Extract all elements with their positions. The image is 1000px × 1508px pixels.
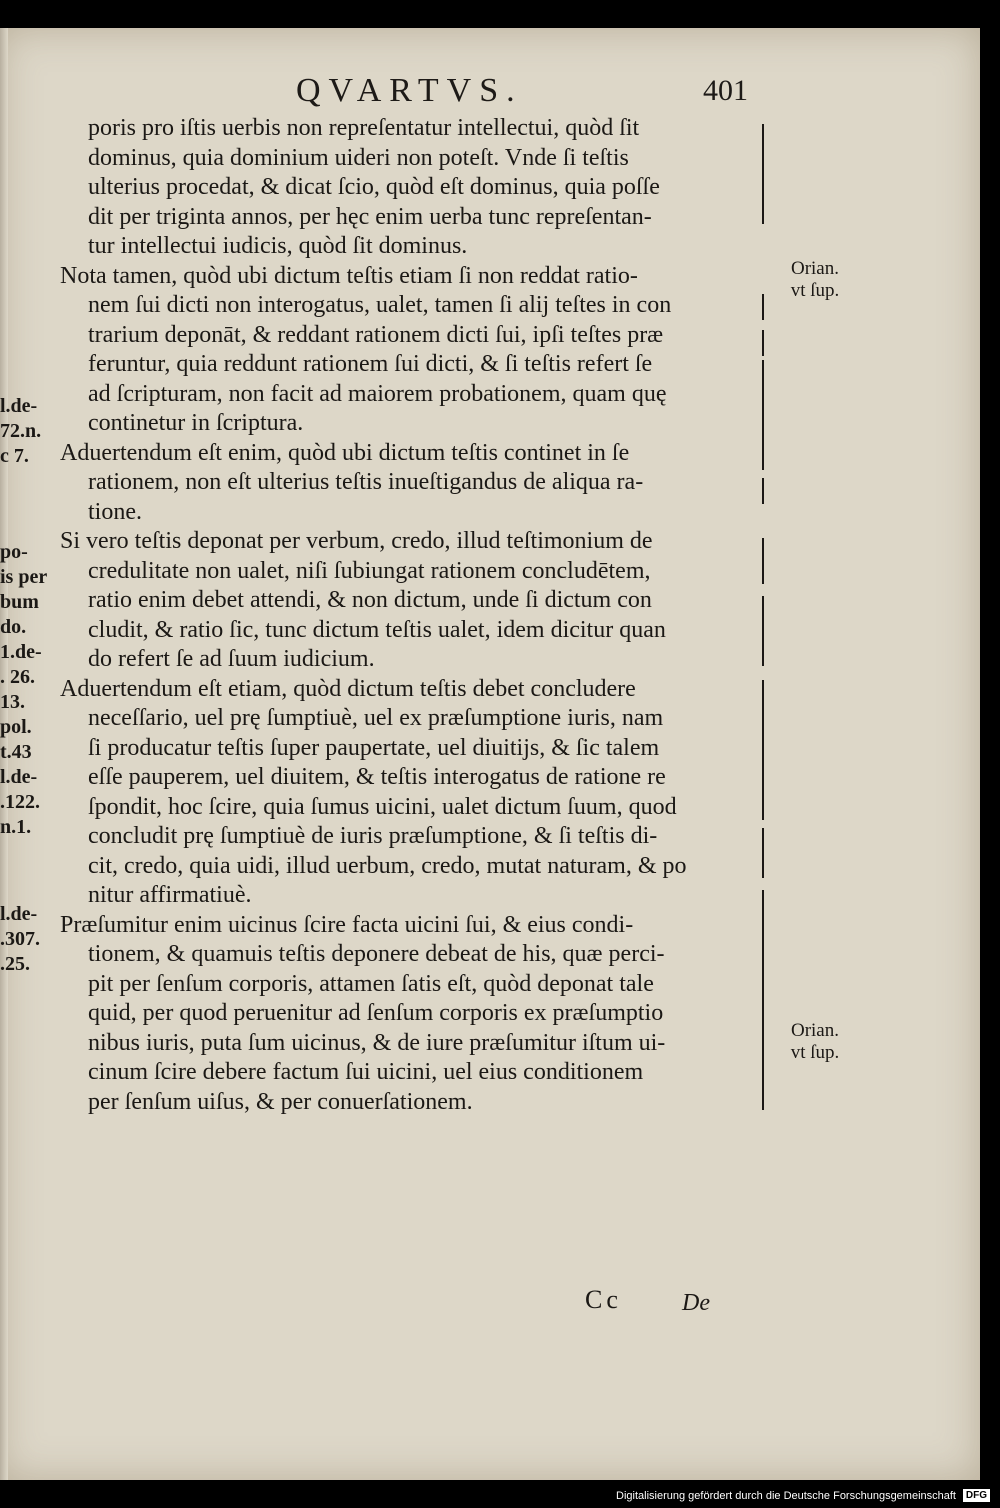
margin-note-line: bum [0,591,39,613]
text-line: feruntur, quia reddunt rationem ſui dicti, & ſi teſtis refert ſe [88,351,653,377]
text-line: credulitate non ualet, niſi ſubiungat rationem concludētem, [88,557,651,584]
margin-bracket [762,360,764,470]
text-line: ratio enim debet attendi, & non dictum, unde ſi dictum con [88,587,652,613]
text-line: do refert ſe ad ſuum iudicium. [88,646,375,672]
running-title: QVARTVS. [296,72,523,109]
text-line: quid, per quod peruenitur ad ſenſum corporis ex præſumptio [88,1000,664,1026]
margin-note-line: vt ſup. [790,280,840,301]
margin-note-line: n.1. [0,816,32,838]
text-line: ad ſcripturam, non facit ad maiorem probationem, quam quę [88,380,667,407]
margin-bracket [762,124,764,224]
catchword: De [682,1290,710,1316]
text-line: ſpondit, hoc ſcire, quia ſumus uicini, ualet dictum ſuum, quod [88,793,677,820]
margin-bracket [762,478,764,504]
text-line: rationem, non eſt ulterius teſtis inueſtigandus de aliqua ra- [88,469,644,495]
margin-note-line: . 26. [0,666,35,688]
text-line: ſi producatur teſtis ſuper paupertate, uel diuitijs, & ſic talem [88,734,660,761]
text-line: eſſe pauperem, uel diuitem, & teſtis interogatus de ratione re [88,764,666,790]
text-line: Aduertendum eſt enim, quòd ubi dictum teſtis continet in ſe [60,439,630,466]
text-line: nem ſui dicti non interogatus, ualet, tamen ſi alij teſtes in con [88,292,672,318]
text-line: poris pro iſtis uerbis non repreſentatur intellectui, quòd ſit [88,115,640,141]
text-line: cit, credo, quia uidi, illud uerbum, credo, mutat naturam, & po [88,852,687,879]
margin-note-line: t.43 [0,741,32,763]
margin-bracket [762,596,764,666]
margin-note-line: is per [0,566,48,588]
margin-note-line: l.de- [0,766,38,788]
text-line: tione. [88,498,142,525]
margin-bracket [762,828,764,878]
digitization-credit: Digitalisierung gefördert durch die Deutsche Forschungsgemeinschaft [616,1490,956,1502]
margin-bracket [762,294,764,320]
text-line: cludit, & ratio ſic, tunc dictum teſtis ualet, idem dicitur quan [88,616,666,643]
margin-note-line: po- [0,541,28,563]
margin-note-line: Orian. [790,1020,839,1041]
margin-note-line: vt ſup. [790,1042,840,1063]
text-line: dominus, quia dominium uideri non poteſt. Vnde ſi teſtis [88,144,629,171]
text-line: dit per triginta annos, per hęc enim uerba tunc repreſentan- [88,203,652,230]
margin-note-line: l.de- [0,903,38,925]
margin-note-line: l.de- [0,395,38,417]
text-line: concludit prę ſumptiuè de iuris præſumptione, & ſi teſtis di- [88,823,658,849]
text-line: Nota tamen, quòd ubi dictum teſtis etiam ſi non reddat ratio- [60,262,638,289]
text-line: ulterius procedat, & dicat ſcio, quòd eſt dominus, quia poſſe [88,174,660,200]
margin-note-line: .122. [0,791,40,813]
body-text [60,114,760,1117]
text-line: Aduertendum eſt etiam, quòd dictum teſtis debet concludere [60,675,636,702]
left-margin-note-2 [0,540,58,840]
text-line: nitur affirmatiuè. [88,882,252,908]
margin-note-line: 72.n. [0,420,42,442]
right-margin-note-2 [775,1020,855,1064]
margin-bracket [762,680,764,820]
margin-note-line: .25. [0,953,30,975]
text-line: per ſenſum uiſus, & per conuerſationem. [88,1088,473,1115]
margin-note-line: .307. [0,928,40,950]
margin-bracket [762,538,764,584]
text-line: tionem, & quamuis teſtis deponere debeat de his, quæ perci- [88,941,665,967]
page-number: 401 [703,74,748,107]
text-line: cinum ſcire debere factum ſui uicini, uel eius conditionem [88,1059,644,1085]
margin-bracket [762,890,764,1110]
text-line: Si vero teſtis deponat per verbum, credo, illud teſtimonium de [60,528,653,554]
margin-bracket [762,330,764,356]
right-margin-note-1 [775,258,855,302]
text-line: nibus iuris, puta ſum uicinus, & de iure præſumitur iſtum ui- [88,1029,666,1056]
text-line: neceſſario, uel prę ſumptiuè, uel ex præſumptione iuris, nam [88,705,664,731]
margin-note-line: Orian. [790,258,839,279]
signature-mark: Cc [585,1285,622,1314]
left-margin-note-1 [0,394,58,469]
text-line: pit per ſenſum corporis, attamen ſatis eſt, quòd deponat tale [88,970,654,997]
margin-note-line: 1.de- [0,641,42,663]
text-line: continetur in ſcriptura. [88,410,304,436]
left-margin-note-3 [0,902,58,977]
margin-note-line: 13. [0,691,25,713]
margin-note-line: pol. [0,716,32,738]
dfg-logo: DFG [963,1489,990,1502]
text-line: trarium deponāt, & reddant rationem dicti ſui, ipſi teſtes præ [88,321,664,348]
margin-note-line: c 7. [0,445,29,467]
margin-note-line: do. [0,616,27,638]
text-line: tur intellectui iudicis, quòd ſit dominus. [88,233,468,259]
text-line: Præſumitur enim uicinus ſcire facta uicini ſui, & eius condi- [60,911,634,938]
